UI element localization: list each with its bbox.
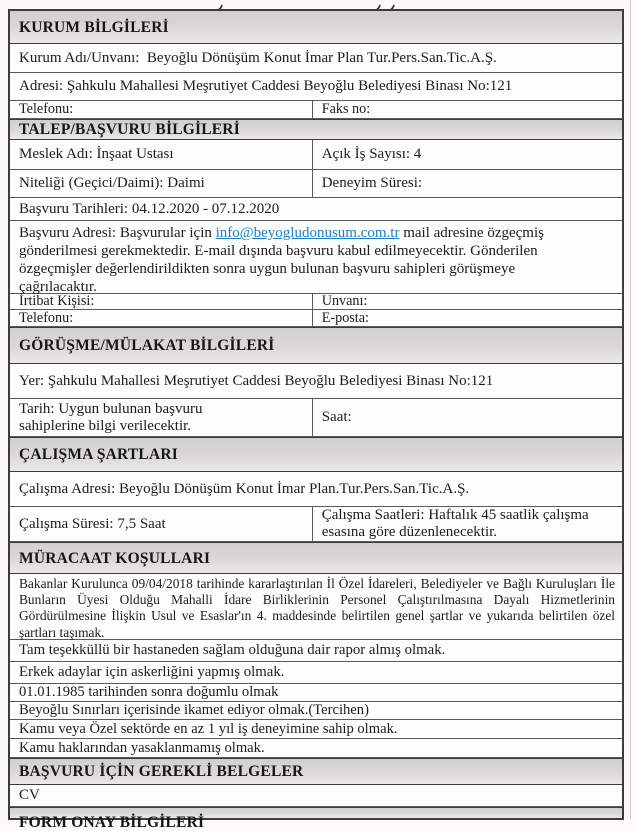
adresi-text: Adresi: Şahkulu Mahallesi Meşrutiyet Caddesi Beyoğlu Belediyesi Binası No:121 (19, 78, 513, 94)
row-kosul-ikamet (10, 702, 622, 720)
cell-meslek (10, 140, 312, 169)
section-header-muracaat-kosullari (10, 542, 622, 574)
cell-telefonu-2 (10, 310, 312, 326)
section-header-calisma-sartlari (10, 437, 622, 472)
basvuru-adresi-prefix: Başvuru Adresi: Başvurular için (19, 225, 216, 241)
unvani-label: Unvanı: (321, 293, 368, 309)
row-telefonu-faks (10, 101, 622, 119)
row-yer (10, 364, 622, 399)
row-kosul-kamu-haklari (10, 739, 622, 758)
yer-text: Yer: Şahkulu Mahallesi Meşrutiyet Caddesi Beyoğlu Belediyesi Binası No:121 (19, 372, 494, 389)
calisma-adresi-text: Çalışma Adresi: Beyoğlu Dönüşüm Konut İmar Plan.Tur.Pers.San.Tic.A.Ş. (19, 480, 470, 497)
row-basvuru-tarihleri (10, 198, 622, 221)
cell-irtibat (10, 294, 312, 309)
eposta-label: E-posta: (321, 309, 369, 326)
cell-acik-is (312, 140, 622, 169)
row-kurum-adi (10, 44, 622, 73)
meslek-text: Meslek Adı: İnşaat Ustası (19, 146, 174, 162)
section-title: KURUM BİLGİLERİ (19, 18, 169, 36)
row-irtibat-unvani (10, 294, 622, 310)
section-header-talep-basvuru (10, 119, 622, 140)
row-calisma-suresi-saatleri (10, 507, 622, 542)
kosul-text: Kamu veya Özel sektörde en az 1 yıl iş deneyimine sahip olmak. (19, 720, 398, 737)
kosul-text: Kamu haklarından yasaklanmamış olmak. (19, 739, 265, 756)
section-header-gerekli-belgeler (10, 758, 622, 785)
kosul-text: Beyoğlu Sınırları içerisinde ikamet ediyor olmak.(Tercihen) (19, 702, 369, 718)
cv-text: CV (19, 787, 40, 803)
cropped-title-fragment (0, 0, 636, 8)
section-title: BAŞVURU İÇİN GEREKLİ BELGELER (19, 763, 304, 780)
acik-is-text: Açık İş Sayısı: 4 (321, 146, 422, 162)
saat-label: Saat: (321, 409, 352, 425)
scan-edge-line (630, 0, 631, 819)
cell-telefonu (10, 101, 312, 118)
kurum-adi-text: Kurum Adı/Unvanı: Beyoğlu Dönüşüm Konut İmar Plan Tur.Pers.San.Tic.A.Ş. (19, 49, 497, 66)
email-link[interactable]: info@beyogludonusum.com.tr (215, 225, 400, 241)
kosul-text: Bakanlar Kurulunca 09/04/2018 tarihinde kararlaştırılan İl Özel İdareleri, Belediyeler ve Bağlı Kuruluşları İle Bunların Üyesi Olduğu Mahalli İdare Birliklerinin Personel Çalıştırılmasına Dayalı Hizmetlerinin Gördürülmesine İlişkin Usul ve Esaslar'ın 4. maddesinde belirtilen genel şartlar ve yukarıda belirtilen özel şartları taşımak. (19, 576, 615, 640)
cell-unvani (312, 294, 622, 309)
deneyim-label: Deneyim Süresi: (321, 175, 423, 191)
basvuru-tarihleri-text: Başvuru Tarihleri: 04.12.2020 - 07.12.2020 (19, 200, 280, 217)
section-header-kurum-bilgileri (10, 11, 622, 44)
row-cv (10, 785, 622, 807)
section-title: GÖRÜŞME/MÜLAKAT BİLGİLERİ (19, 337, 275, 354)
row-adresi (10, 73, 622, 101)
kosul-text: Erkek adaylar için askerliğini yapmış olmak. (19, 664, 285, 680)
section-header-gorusme-mulakat (10, 327, 622, 364)
row-calisma-adresi (10, 472, 622, 507)
niteligi-text: Niteliği (Geçici/Daimi): Daimi (19, 175, 205, 191)
row-basvuru-adresi (10, 221, 622, 294)
kosul-text: Tam teşekküllü bir hastaneden sağlam olduğuna dair rapor almış olmak. (19, 642, 446, 658)
row-kosul-dogum-tarihi (10, 684, 622, 702)
cell-faks (312, 101, 622, 118)
cell-eposta (312, 310, 622, 326)
tarih-text: Tarih: Uygun bulunan başvuru sahiplerine bilgi verilecektir. (19, 400, 203, 434)
section-title: ÇALIŞMA ŞARTLARI (19, 446, 178, 463)
faks-label: Faks no: (321, 101, 371, 117)
section-title: TALEP/BAŞVURU BİLGİLERİ (19, 121, 240, 138)
calisma-suresi-text: Çalışma Süresi: 7,5 Saat (19, 515, 166, 532)
cell-calisma-suresi (10, 507, 312, 541)
basvuru-adresi-suffix: mail adresine özgeçmiş gönderilmesi gerekmektedir. E-mail dışında başvuru kabul edilmeyecektir. Gönderilen özgeçmişler değerlendirildikten sonra uygun bulunan başvuru sahipleri görüşmeye çağrılacaktır. (19, 225, 544, 295)
section-header-form-onay (10, 807, 622, 831)
section-title: MÜRACAAT KOŞULLARI (19, 549, 211, 567)
telefonu-label: Telefonu: (19, 309, 74, 326)
row-kosul-askerlik (10, 662, 622, 684)
cell-saat (312, 399, 622, 436)
telefonu-label: Telefonu: (19, 101, 74, 117)
row-niteligi-deneyim (10, 170, 622, 198)
row-kosul-saglik-raporu (10, 640, 622, 662)
row-kosul-genel-sartlar (10, 574, 622, 640)
section-title: FORM ONAY BİLGİLERİ (19, 814, 205, 831)
calisma-saatleri-text: Çalışma Saatleri: Haftalık 45 saatlik çalışma esasına göre düzenlenecektir. (321, 507, 589, 540)
cell-niteligi (10, 170, 312, 197)
row-meslek-acikis (10, 140, 622, 170)
cell-deneyim (312, 170, 622, 197)
row-kosul-is-deneyimi (10, 720, 622, 739)
kosul-text: 01.01.1985 tarihinden sonra doğumlu olmak (19, 684, 279, 700)
cell-calisma-saatleri (312, 507, 622, 541)
row-telefonu-eposta (10, 310, 622, 327)
row-tarih-saat (10, 399, 622, 437)
irtibat-label: İrtibat Kişisi: (19, 293, 95, 309)
cell-tarih (10, 399, 312, 436)
job-posting-form-table (8, 9, 624, 831)
